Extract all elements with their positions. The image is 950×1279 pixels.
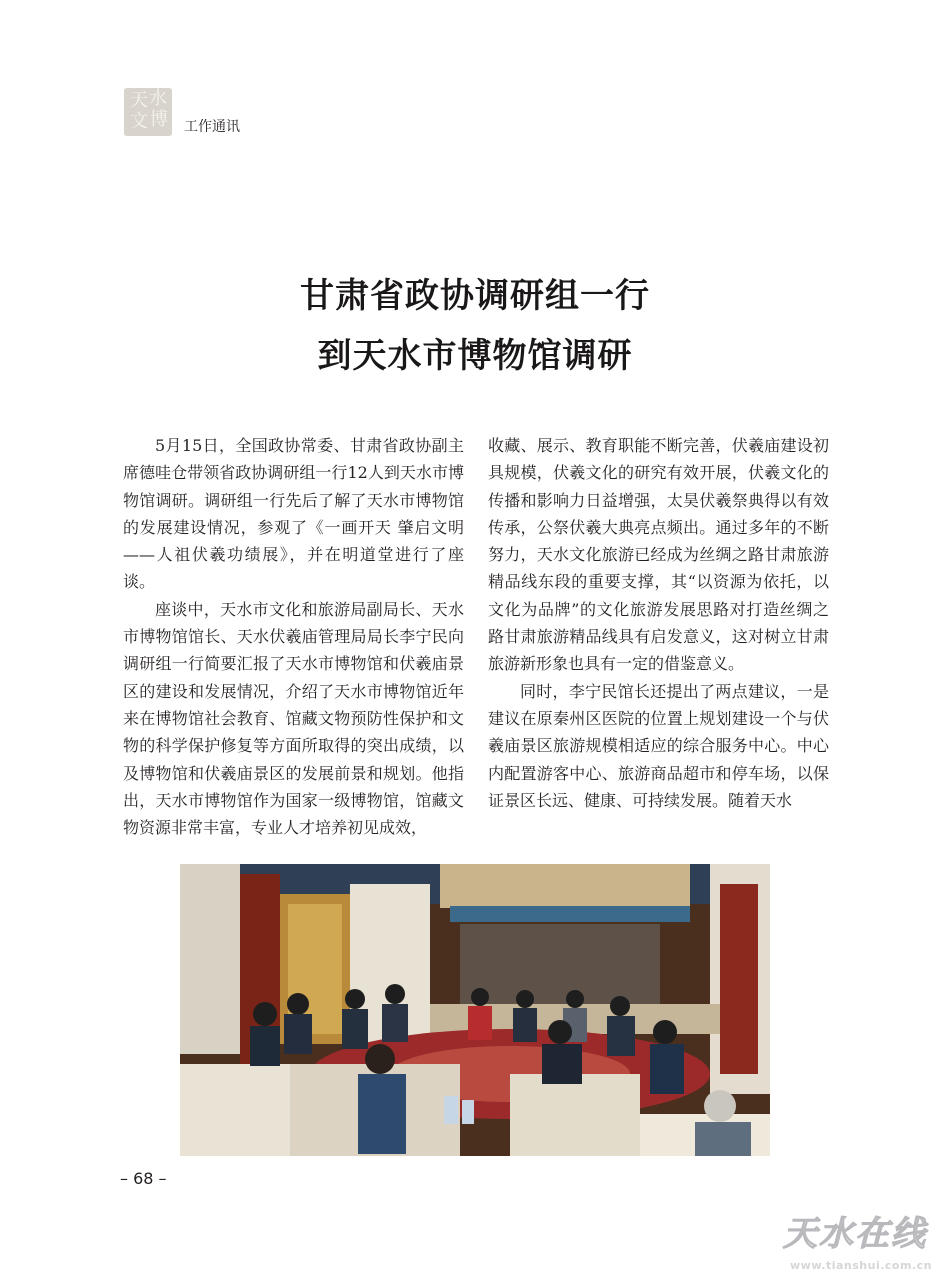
left-column [123,432,464,841]
meeting-room-image [180,864,770,1156]
site-watermark: 天水在线 [783,1214,927,1254]
magazine-logo [124,88,172,136]
paragraph: 5月15日，全国政协常委、甘肃省政协副主席德哇仓带领省政协调研组一行12人到天水市博物馆调研。调研组一行先后了解了天水市博物馆的发展建设情况，参观了《一画开天 肇启文明——人祖伏羲功绩展》，并在明道堂进行了座谈。 [123,436,464,592]
logo-char: 天 [130,90,148,111]
page-number: – 68 – [120,1169,167,1188]
logo-char: 博 [150,109,168,130]
site-watermark-url: www.tianshui.com.cn [790,1259,932,1272]
paragraph: 收藏、展示、教育职能不断完善，伏羲庙建设初具规模，伏羲文化的研究有效开展，伏羲文化的传播和影响力日益增强，太昊伏羲祭典得以有效传承，公祭伏羲大典亮点频出。通过多年的不断努力，天水文化旅游已经成为丝绸之路甘肃旅游精品线东段的重要支撑，其“以资源为依托，以文化为品牌”的文化旅游发展思路对打造丝绸之路甘肃旅游精品线具有启发意义，这对树立甘肃旅游新形象也具有一定的借鉴意义。 [488,436,829,674]
paragraph: 座谈中，天水市文化和旅游局副局长、天水市博物馆馆长、天水伏羲庙管理局局长李宁民向调研组一行简要汇报了天水市博物馆和伏羲庙景区的建设和发展情况，介绍了天水市博物馆近年来在博物馆社会教育、馆藏文物预防性保护和文物的科学保护修复等方面所取得的突出成绩，以及博物馆和伏羲庙景区的发展前景和规划。他指出，天水市博物馆作为国家一级博物馆，馆藏文物资源非常丰富，专业人才培养初见成效， [123,599,464,838]
article-title-line1: 甘肃省政协调研组一行 [300,276,650,316]
article-title-line2: 到天水市博物馆调研 [317,336,633,376]
section-label: 工作通讯 [184,119,240,135]
logo-char: 水 [149,88,167,109]
right-column [488,432,829,814]
logo-char: 文 [130,111,148,132]
paragraph: 同时，李宁民馆长还提出了两点建议，一是建议在原秦州区医院的位置上规划建设一个与伏羲庙景区旅游规模相适应的综合服务中心。中心内配置游客中心、旅游商品超市和停车场，以保证景区长远、健康、可持续发展。随着天水 [488,681,829,810]
meeting-photo [180,864,770,1156]
